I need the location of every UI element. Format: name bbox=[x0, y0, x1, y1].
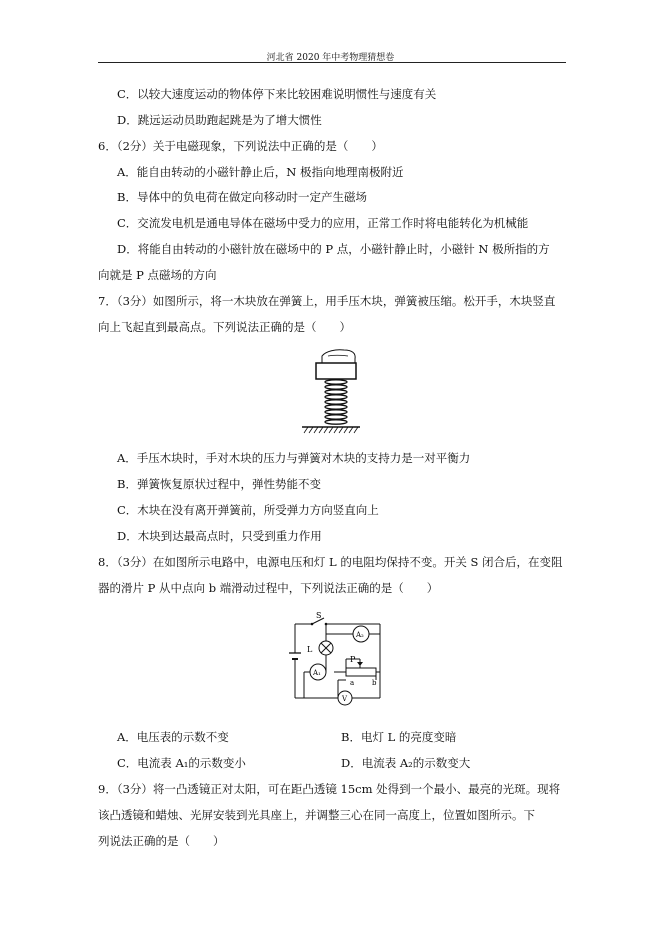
rheostat bbox=[346, 668, 376, 676]
page-header: 河北省 2020 年中考物理猜想卷 bbox=[266, 53, 395, 63]
hand-icon bbox=[322, 350, 355, 363]
label-a1: A₁ bbox=[313, 669, 321, 677]
header-divider bbox=[98, 62, 566, 63]
q7-option-d: D．木块到达最高点时，只受到重力作用 bbox=[117, 529, 322, 543]
spring-block-figure bbox=[298, 347, 362, 437]
q8-option-a: A．电压表的示数不变 bbox=[117, 730, 229, 744]
q7-option-a: A．手压木块时，手对木块的压力与弹簧对木块的支持力是一对平衡力 bbox=[117, 451, 471, 465]
q9-stem-line2: 该凸透镜和蜡烛、光屏安装到光具座上，并调整三心在同一高度上，位置如图所示。下 bbox=[98, 808, 535, 822]
q5-option-d: D．跳远运动员助跑起跳是为了增大惯性 bbox=[117, 113, 322, 127]
q6-option-d-line2: 向就是 P 点磁场的方向 bbox=[98, 268, 217, 282]
q6-option-b: B．导体中的负电荷在做定向移动时一定产生磁场 bbox=[117, 190, 367, 204]
q8-option-b: B．电灯 L 的亮度变暗 bbox=[341, 730, 457, 744]
label-v: V bbox=[342, 695, 348, 703]
q6-option-d-line1: D．将能自由转动的小磁针放在磁场中的 P 点，小磁针静止时，小磁针 N 极所指的方 bbox=[117, 242, 550, 256]
q8-stem-line2: 器的滑片 P 从中点向 b 端滑动过程中，下列说法正确的是（ ） bbox=[98, 581, 439, 595]
q8-option-c: C．电流表 A₁的示数变小 bbox=[117, 756, 246, 770]
q8-stem-line1: 8．（3分）在如图所示电路中，电源电压和灯 L 的电阻均保持不变。开关 S 闭合后，在变阻 bbox=[98, 555, 563, 569]
label-a: a bbox=[350, 679, 355, 687]
label-a2: A₂ bbox=[356, 631, 364, 639]
q7-option-c: C．木块在没有离开弹簧前，所受弹力方向竖直向上 bbox=[117, 503, 379, 517]
q7-option-b: B．弹簧恢复原状过程中，弹性势能不变 bbox=[117, 477, 321, 491]
label-p: P bbox=[350, 655, 356, 664]
wood-block bbox=[316, 363, 356, 379]
q9-stem-line1: 9．（3分）将一凸透镜正对太阳，可在距凸透镜 15cm 处得到一个最小、最亮的光斑。现将 bbox=[98, 782, 561, 796]
q7-stem-line2: 向上飞起直到最高点。下列说法正确的是（ ） bbox=[98, 320, 351, 334]
label-s: S bbox=[316, 611, 322, 620]
label-l: L bbox=[307, 645, 313, 654]
circuit-figure bbox=[280, 610, 390, 715]
q8-option-d: D．电流表 A₂的示数变大 bbox=[341, 756, 471, 770]
q9-stem-line3: 列说法正确的是（ ） bbox=[98, 834, 225, 848]
label-b: b bbox=[372, 679, 377, 687]
spring-coils bbox=[325, 380, 347, 424]
ground-hatch bbox=[304, 427, 358, 433]
q6-option-a: A．能自由转动的小磁针静止后，N 极指向地理南极附近 bbox=[117, 165, 404, 179]
q5-option-c: C．以较大速度运动的物体停下来比较困难说明惯性与速度有关 bbox=[117, 87, 437, 101]
q6-stem: 6．（2分）关于电磁现象，下列说法中正确的是（ ） bbox=[98, 139, 383, 153]
q6-option-c: C．交流发电机是通电导体在磁场中受力的应用，正常工作时将电能转化为机械能 bbox=[117, 216, 529, 230]
q7-stem-line1: 7．（3分）如图所示，将一木块放在弹簧上，用手压木块，弹簧被压缩。松开手，木块竖直 bbox=[98, 294, 556, 308]
